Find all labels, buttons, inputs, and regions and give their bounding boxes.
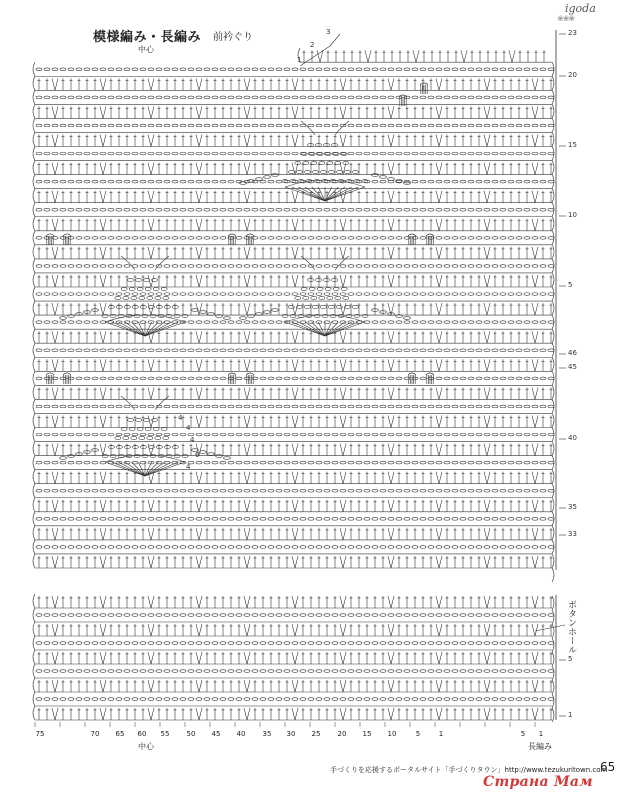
row-40: 40 <box>568 434 577 442</box>
scale-1: 1 <box>438 730 444 738</box>
scale-5: 5 <box>415 730 421 738</box>
scale-55: 55 <box>160 730 170 738</box>
scale-75: 75 <box>35 730 45 738</box>
footer-text: 手づくりを応援するポータルサイト「手づくりタウン」http://www.tezukuritown.com <box>330 766 608 774</box>
left-row-3: 3 <box>326 28 331 36</box>
double-crochet-label: 長編み <box>528 742 552 751</box>
scale-60: 60 <box>137 730 147 738</box>
scale-25: 25 <box>311 730 321 738</box>
fan-count-2: 4 <box>186 424 191 432</box>
scale-edge-5: 5 <box>520 730 526 738</box>
left-row-1: 1 <box>297 56 302 64</box>
page-number: 65 <box>600 760 616 774</box>
scale-edge-1: 1 <box>538 730 544 738</box>
scale-45: 45 <box>211 730 221 738</box>
scale-20: 20 <box>337 730 347 738</box>
page-subtitle: 前衿ぐり <box>213 32 253 43</box>
scale-50: 50 <box>186 730 196 738</box>
fan-count-4: 6 <box>195 451 200 459</box>
center-mark-bottom: 中心 <box>138 742 154 751</box>
scale-30: 30 <box>286 730 296 738</box>
brand-ornament: ❀❀❀ <box>557 14 575 23</box>
row-23: 23 <box>568 29 577 37</box>
watermark: Страна Мам <box>483 774 593 790</box>
brand-logo: igoda <box>565 2 596 15</box>
row-bottom-1: 1 <box>568 711 573 719</box>
center-mark-top: 中心 <box>138 45 154 54</box>
row-15: 15 <box>568 141 577 149</box>
row-46: 46 <box>568 349 577 357</box>
scale-15: 15 <box>362 730 372 738</box>
fan-count-1: 4 <box>178 414 183 422</box>
left-row-2: 2 <box>310 41 315 49</box>
row-5: 5 <box>568 281 573 289</box>
fan-count-5: 4 <box>186 463 191 471</box>
scale-35: 35 <box>262 730 272 738</box>
row-33: 33 <box>568 530 577 538</box>
row-10: 10 <box>568 211 577 219</box>
scale-40: 40 <box>236 730 246 738</box>
scale-10: 10 <box>387 730 397 738</box>
buttonhole-label: ボタンホール <box>566 600 576 654</box>
row-bottom-5: 5 <box>568 655 573 663</box>
page-title: 模様編み・長編み <box>93 30 202 45</box>
row-35: 35 <box>568 503 577 511</box>
row-45: 45 <box>568 363 577 371</box>
scale-65: 65 <box>115 730 125 738</box>
scale-70: 70 <box>90 730 100 738</box>
row-20: 20 <box>568 71 577 79</box>
fan-count-3: 4 <box>190 436 195 444</box>
